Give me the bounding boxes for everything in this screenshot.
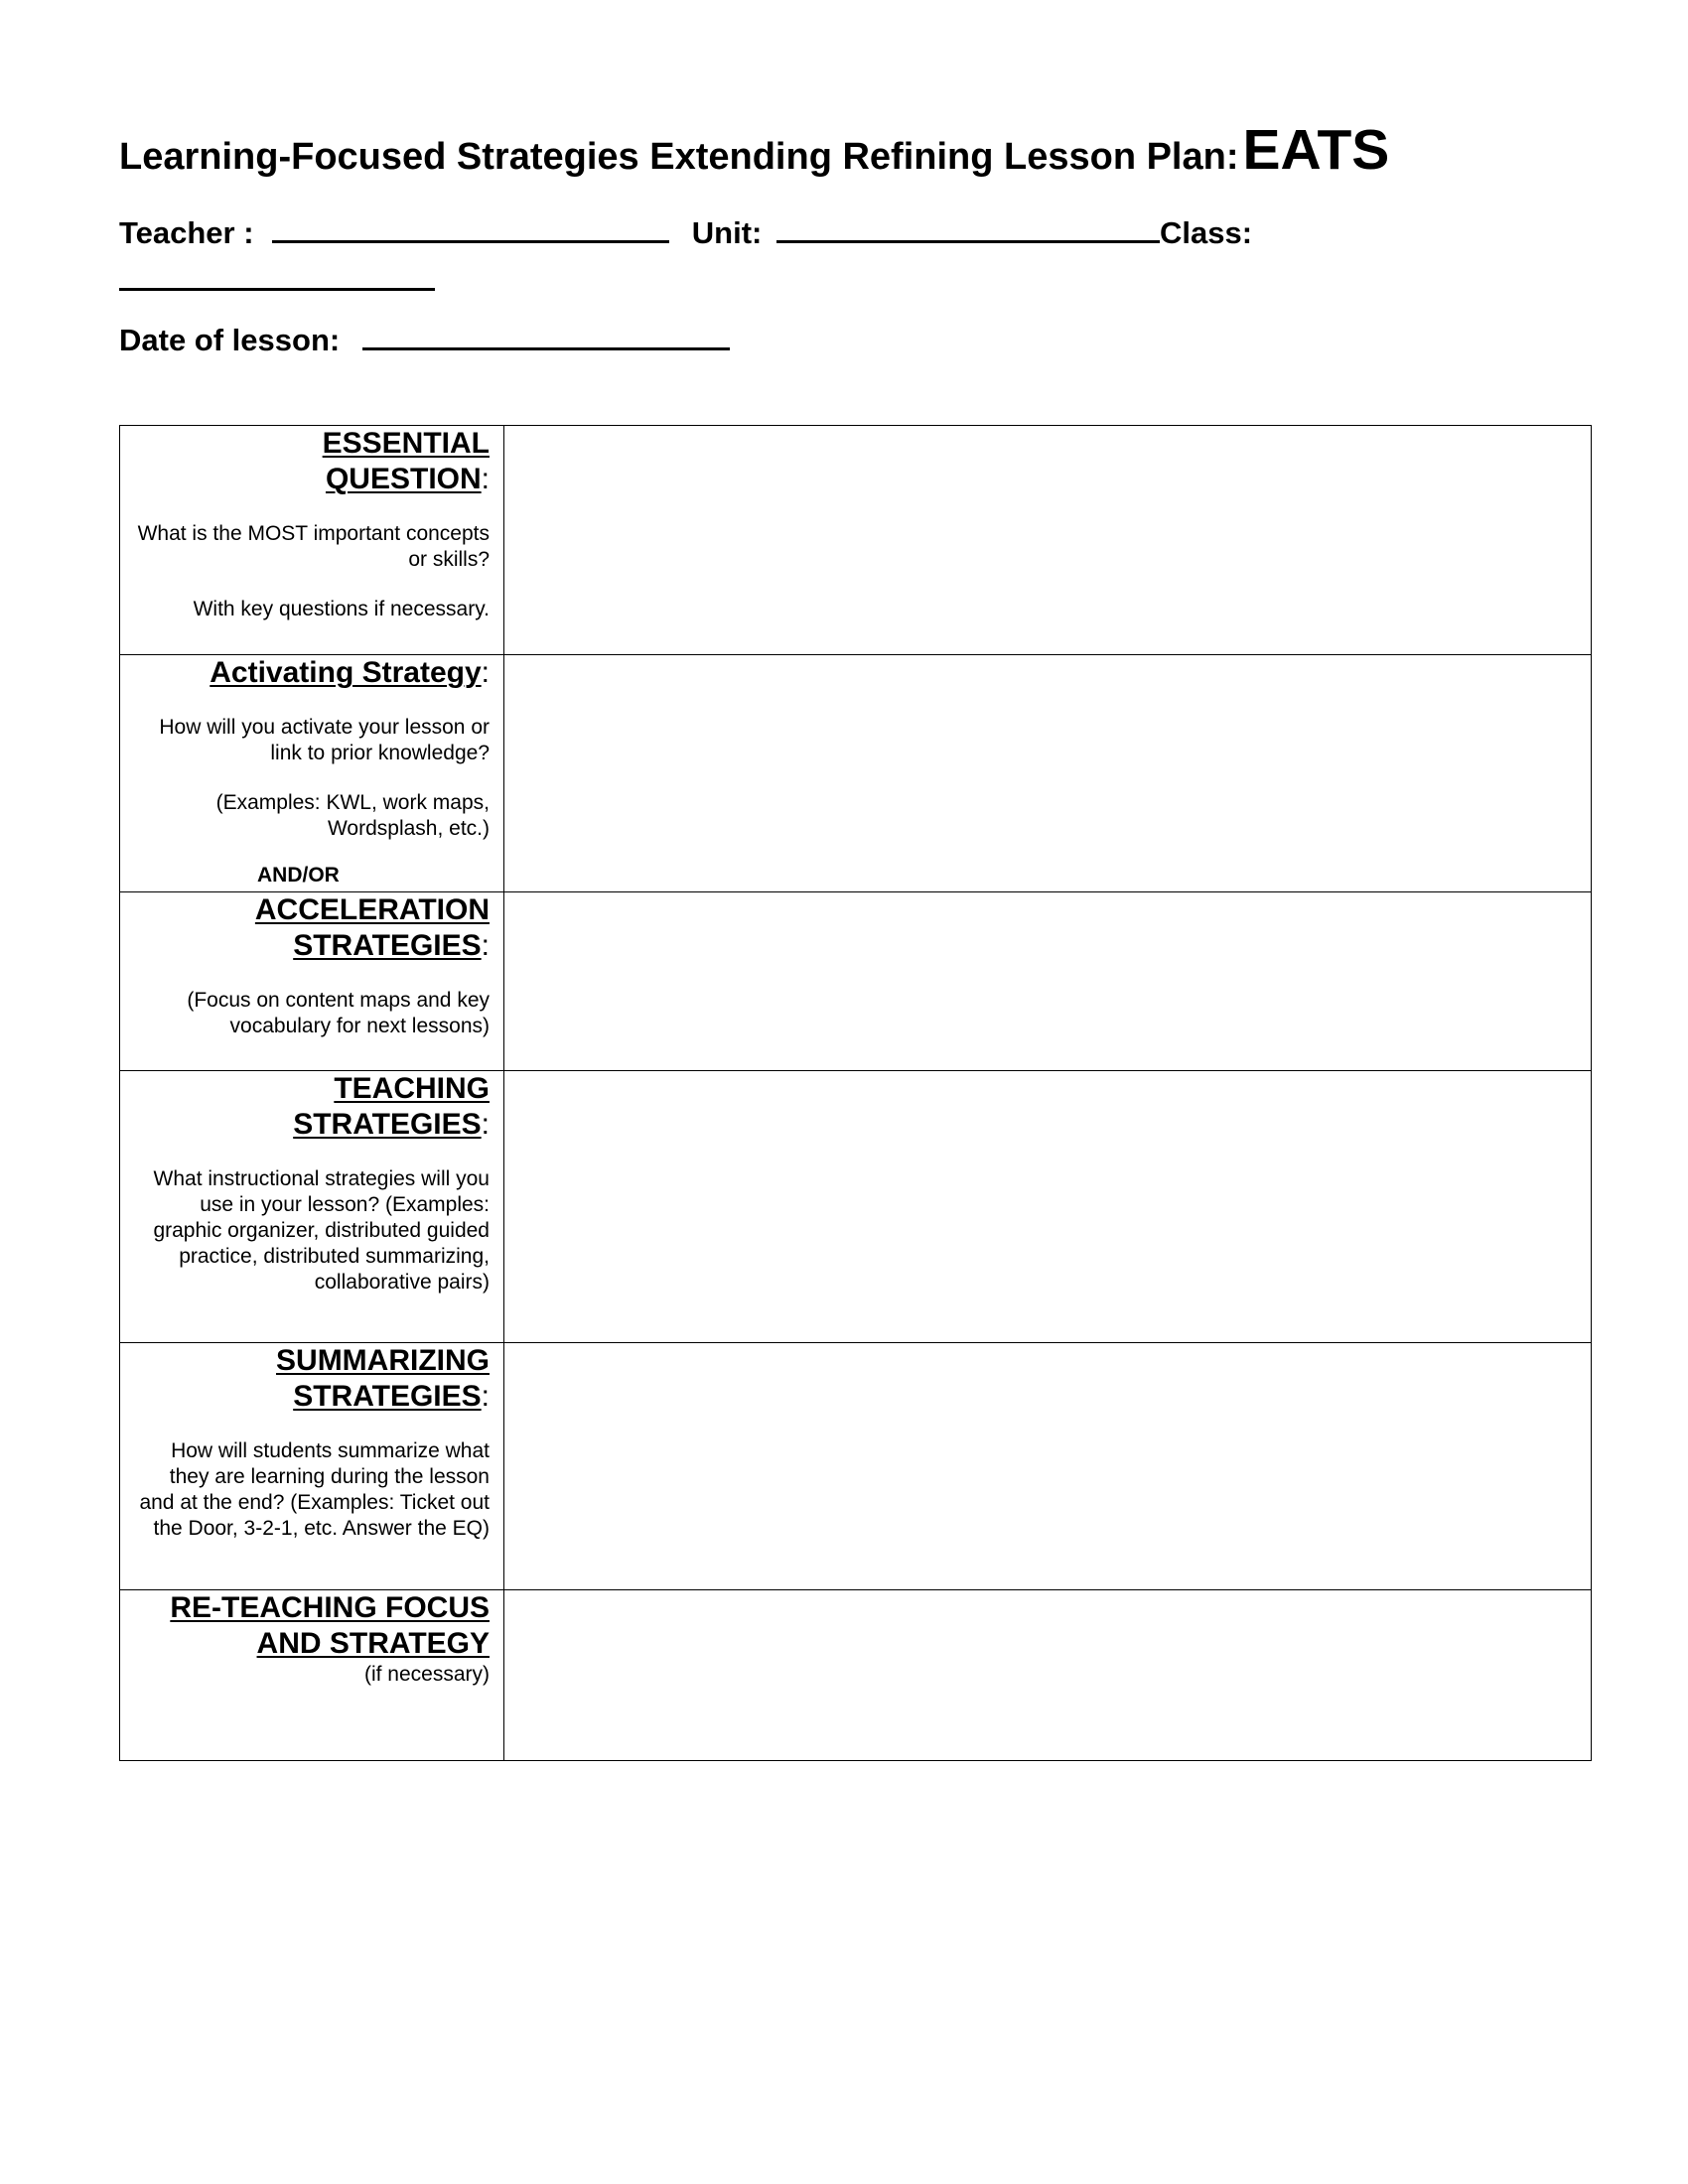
label-cell xyxy=(120,892,504,1071)
teacher-unit-class-row xyxy=(119,214,1252,251)
heading-line: ESSENTIAL xyxy=(322,427,490,460)
label-cell xyxy=(120,655,504,892)
row-description: (if necessary) xyxy=(363,1663,490,1686)
class-continuation-row xyxy=(119,262,435,299)
date-label: Date of lesson: xyxy=(119,323,341,357)
title-emphasis: EATS xyxy=(1242,118,1390,182)
heading-line: Activating Strategy xyxy=(210,656,482,689)
row-description: What instructional strategies will you use in your lesson? (Examples: graphic organizer, distributed guided practice, distributed summarizing, collaborative pairs) xyxy=(153,1167,490,1294)
row-heading xyxy=(130,1343,490,1415)
table-row-teaching-strategies xyxy=(120,1071,1592,1343)
row-description: With key questions if necessary. xyxy=(193,598,490,620)
table-row-activating-strategy xyxy=(120,655,1592,892)
date-field[interactable] xyxy=(362,322,730,350)
heading-line: QUESTION xyxy=(325,463,482,495)
heading-colon: : xyxy=(481,1380,490,1413)
date-row xyxy=(119,322,730,358)
label-cell xyxy=(120,1343,504,1590)
table-row-essential-question xyxy=(120,426,1592,655)
teacher-field[interactable] xyxy=(272,214,669,243)
content-cell-reteaching-focus[interactable] xyxy=(504,1590,1592,1761)
heading-line: STRATEGIES xyxy=(293,1108,482,1141)
label-cell xyxy=(120,1071,504,1343)
title-text: Learning-Focused Strategies Extending Refining Lesson Plan: xyxy=(119,136,1239,178)
heading-line: STRATEGIES xyxy=(293,1380,482,1413)
table-row-acceleration-strategies xyxy=(120,892,1592,1071)
lesson-plan-table xyxy=(119,425,1592,1761)
heading-line: SUMMARIZING xyxy=(276,1344,490,1377)
heading-line: STRATEGIES xyxy=(293,929,482,962)
row-description: (Focus on content maps and key vocabulary for next lessons) xyxy=(187,989,490,1037)
heading-line: TEACHING xyxy=(334,1072,490,1105)
row-description: How will you activate your lesson or link to prior knowledge? xyxy=(159,716,490,764)
content-cell-activating-strategy[interactable] xyxy=(504,655,1592,892)
row-description: How will students summarize what they are learning during the lesson and at the end? (Examples: Ticket out the Door, 3-2-1, etc. Answer the EQ) xyxy=(139,1439,490,1540)
heading-colon: : xyxy=(481,929,490,962)
row-description: What is the MOST important concepts or skills? xyxy=(137,522,490,571)
unit-label: Unit: xyxy=(691,215,763,250)
row-heading xyxy=(130,892,490,964)
content-cell-essential-question[interactable] xyxy=(504,426,1592,655)
table-row-summarizing-strategies xyxy=(120,1343,1592,1590)
heading-line: ACCELERATION xyxy=(254,893,490,926)
content-cell-acceleration-strategies[interactable] xyxy=(504,892,1592,1071)
and-or-note: AND/OR xyxy=(257,864,340,887)
heading-colon: : xyxy=(481,463,490,495)
heading-line: AND STRATEGY xyxy=(256,1627,490,1660)
page-title xyxy=(119,117,1389,183)
row-heading xyxy=(130,1071,490,1143)
row-description: (Examples: KWL, work maps, Wordsplash, etc.) xyxy=(215,791,490,840)
class-label: Class: xyxy=(1160,215,1253,250)
class-field[interactable] xyxy=(119,262,435,291)
row-heading xyxy=(130,1590,490,1662)
label-cell xyxy=(120,426,504,655)
heading-colon: : xyxy=(481,1108,490,1141)
teacher-label: Teacher : xyxy=(119,215,254,250)
heading-colon: : xyxy=(481,656,490,689)
row-heading xyxy=(130,655,490,691)
heading-line: RE-TEACHING FOCUS xyxy=(170,1591,490,1624)
label-cell xyxy=(120,1590,504,1761)
content-cell-teaching-strategies[interactable] xyxy=(504,1071,1592,1343)
content-cell-summarizing-strategies[interactable] xyxy=(504,1343,1592,1590)
table-row-reteaching-focus xyxy=(120,1590,1592,1761)
unit-field[interactable] xyxy=(776,214,1160,243)
row-heading xyxy=(130,426,490,497)
